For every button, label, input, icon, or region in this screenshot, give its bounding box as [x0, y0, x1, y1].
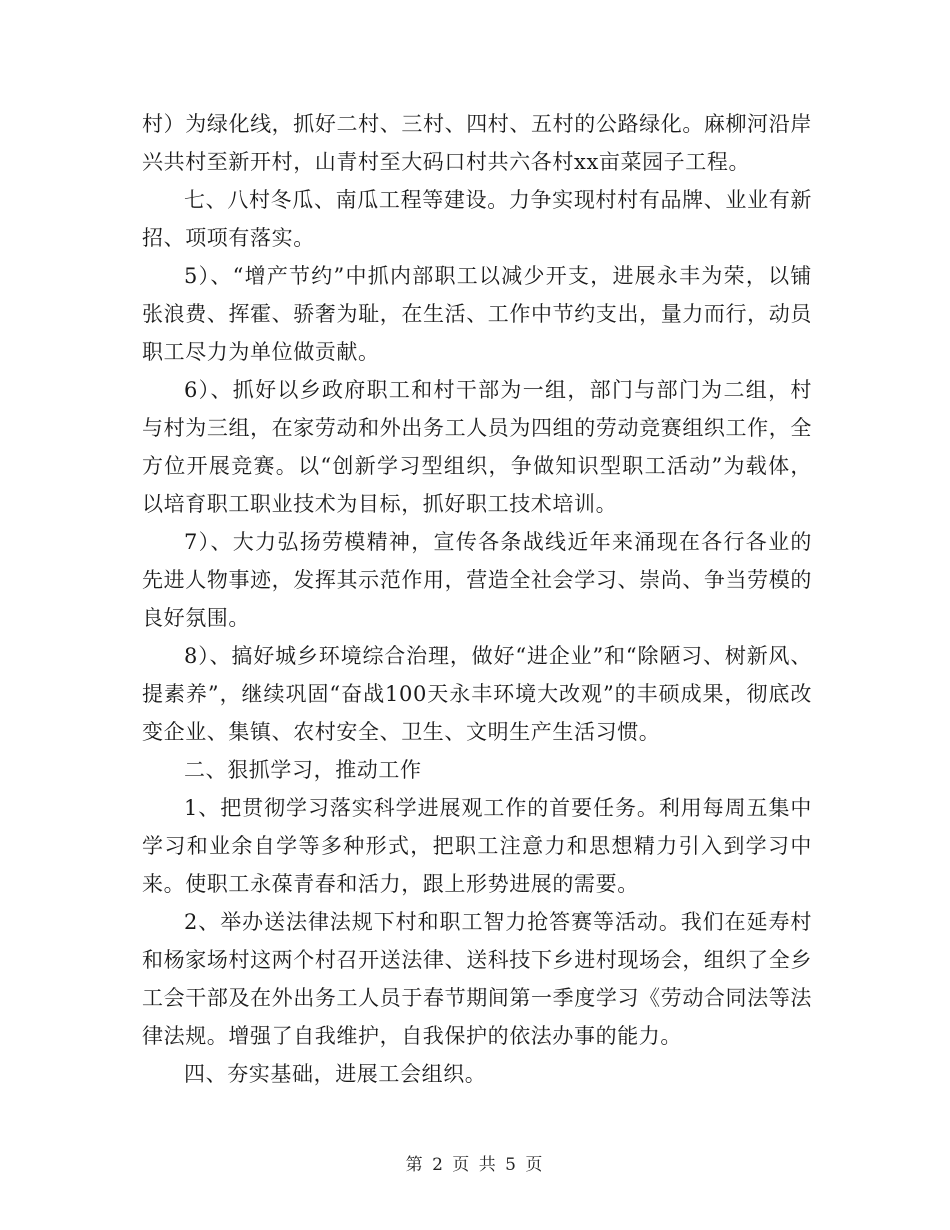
paragraph-1: 村）为绿化线，抓好二村、三村、四村、五村的公路绿化。麻柳河沿岸兴共村至新开村，山青村至大码口村共六各村xx亩菜园子工程。: [142, 112, 812, 174]
paragraph-2: 七、八村冬瓜、南瓜工程等建设。力争实现村村有品牌、业业有新招、项项有落实。: [142, 188, 812, 250]
paragraph-5: 7）、大力弘扬劳模精神，宣传各条战线近年来涌现在各行各业的先进人物事迹，发挥其示范作用，营造全社会学习、崇尚、争当劳模的良好氛围。: [142, 530, 812, 630]
section-heading-2: 二、狠抓学习，推动工作: [184, 758, 422, 782]
paragraph-8: 2、举办送法律法规下村和职工智力抢答赛等活动。我们在延寿村和杨家场村这两个村召开送法律、送科技下乡进村现场会，组织了全乡工会干部及在外出务工人员于春节期间第一季度学习《劳动合同法等法律法规。增强了自我维护，自我保护的依法办事的能力。: [142, 910, 812, 1048]
page-number-footer: 第 2 页 共 5 页: [405, 1155, 545, 1175]
paragraph-3: 5）、“增产节约”中抓内部职工以减少开支，进展永丰为荣，以铺张浪费、挥霍、骄奢为耻，在生活、工作中节约支出，量力而行，动员职工尽力为单位做贡献。: [142, 264, 812, 364]
paragraph-6: 8）、搞好城乡环境综合治理，做好“进企业”和“除陋习、树新风、提素养”，继续巩固“奋战100天永丰环境大改观”的丰硕成果，彻底改变企业、集镇、农村安全、卫生、文明生产生活习惯。: [142, 644, 812, 744]
section-heading-4: 四、夯实基础，进展工会组织。: [184, 1062, 487, 1086]
document-body: [142, 105, 812, 1093]
paragraph-7: 1、把贯彻学习落实科学进展观工作的首要任务。利用每周五集中学习和业余自学等多种形式，把职工注意力和思想精力引入到学习中来。使职工永葆青春和活力，跟上形势进展的需要。: [142, 796, 812, 896]
paragraph-4: 6）、抓好以乡政府职工和村干部为一组，部门与部门为二组，村与村为三组，在家劳动和外出务工人员为四组的劳动竞赛组织工作，全方位开展竞赛。以“创新学习型组织，争做知识型职工活动”为载体，以培育职工职业技术为目标，抓好职工技术培训。: [142, 378, 812, 516]
